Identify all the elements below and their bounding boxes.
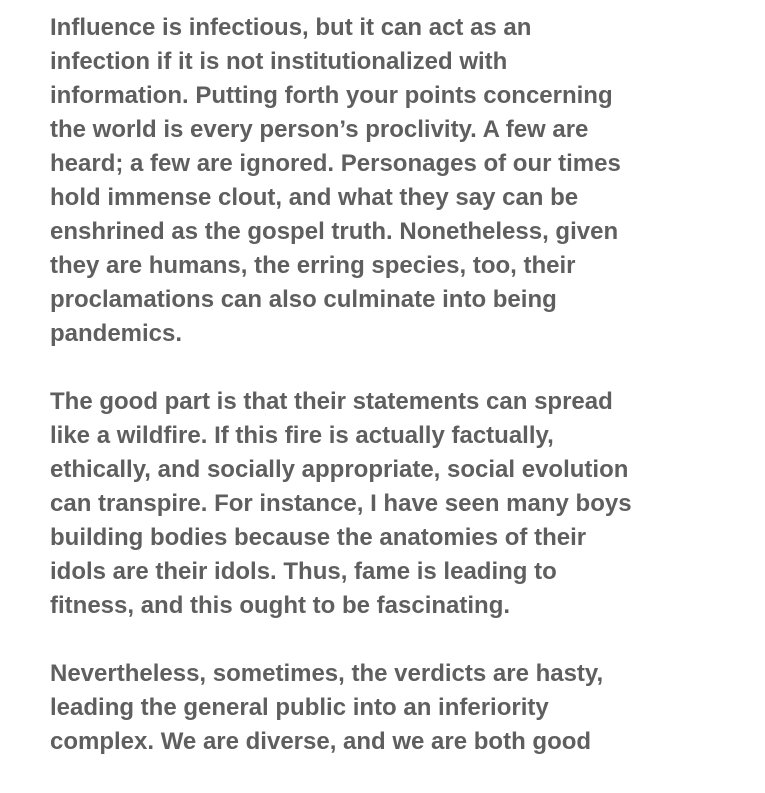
document-body [50,11,750,793]
paragraph-3: Nevertheless, sometimes, the verdicts are hasty, leading the general public into an inferiority complex. We are diverse, and we are both good [50,660,604,755]
paragraph-1: Influence is infectious, but it can act as an infection if it is not institutionalized with information. Putting forth your points concerning the world is every person’s proclivity. A few are heard; a few are ignored. Personages of our times hold immense clout, and what they say can be enshrined as the gospel truth. Nonetheless, given they are humans, the erring species, too, their proclamations can also culminate into being pandemics. [50,14,621,347]
paragraph-2: The good part is that their statements can spread like a wildfire. If this fire is actually factually, ethically, and socially appropriate, social evolution can transpire. For instance, I have seen many boys building bodies because the anatomies of their idols are their idols. Thus, fame is leading to fitness, and this ought to be fascinating. [50,388,632,619]
